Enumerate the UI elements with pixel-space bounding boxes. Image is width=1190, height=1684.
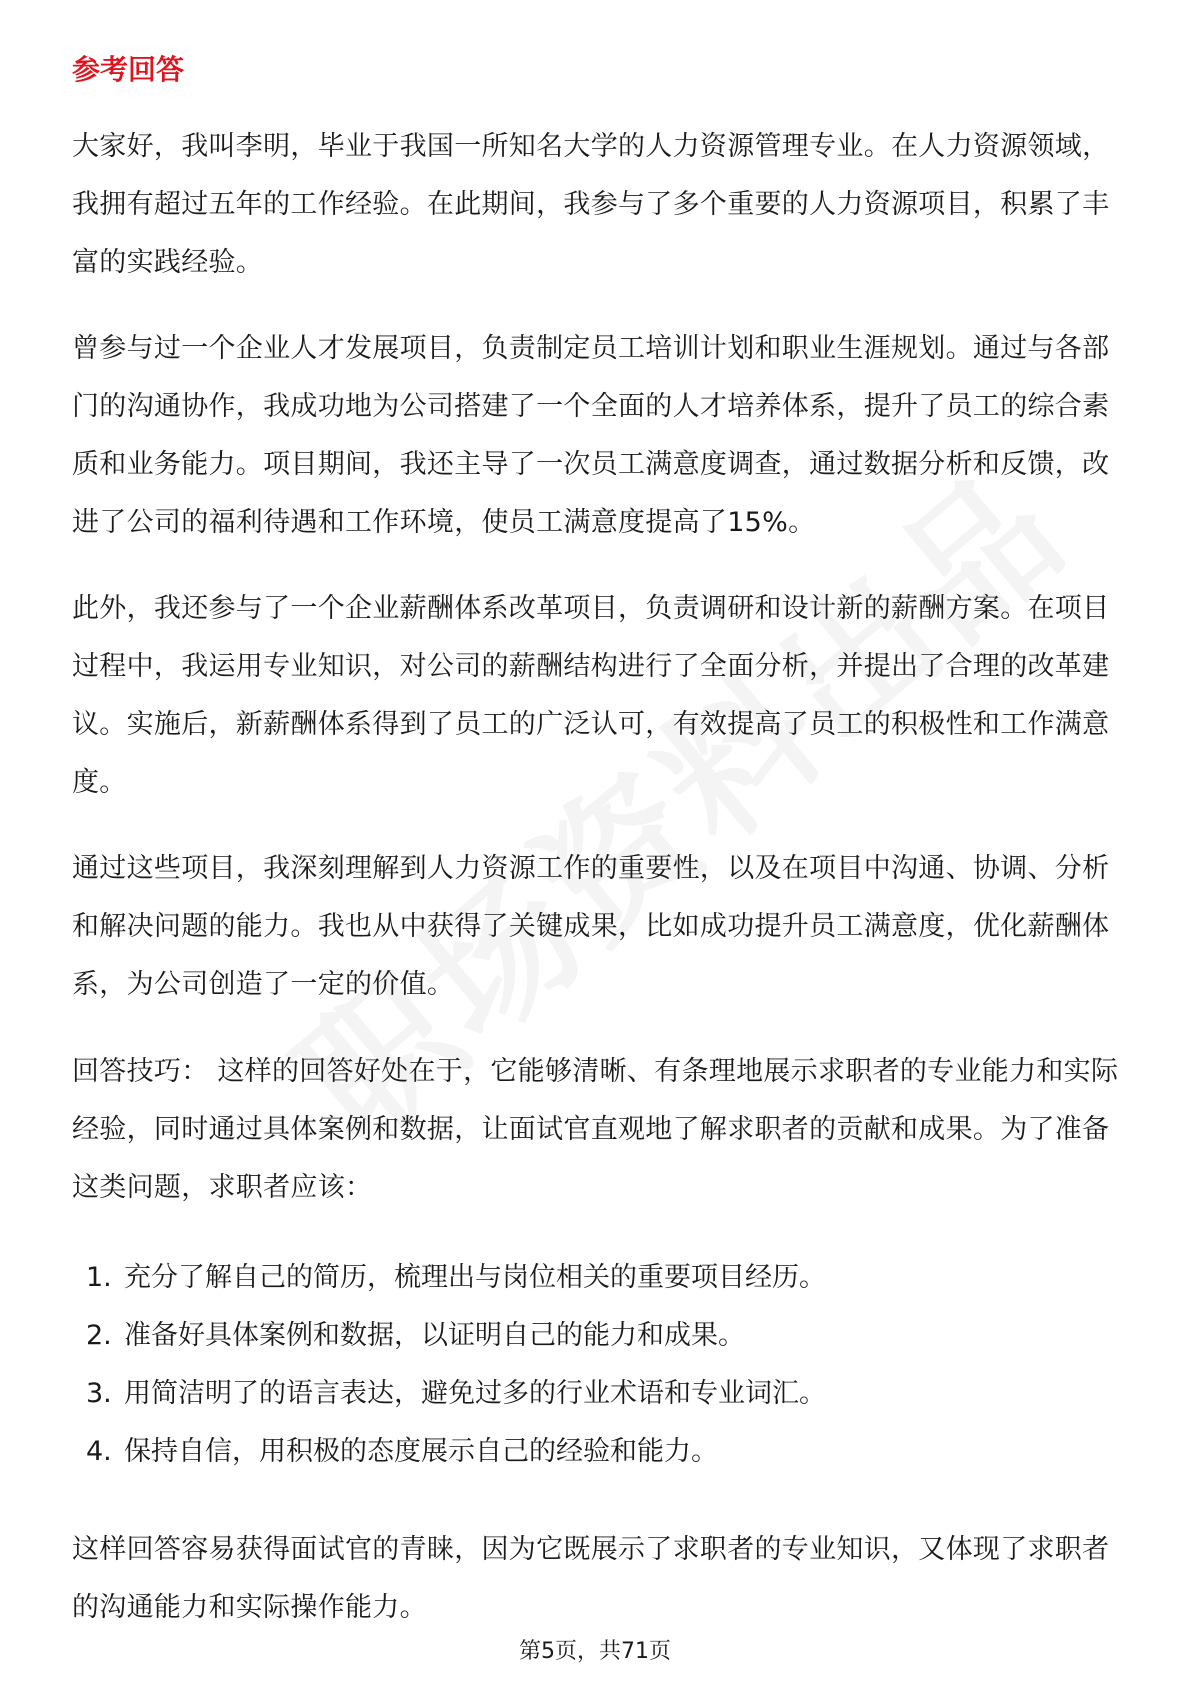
list-item-number: 3. <box>86 1378 112 1409</box>
list-item-text: 充分了解自己的简历，梳理出与岗位相关的重要项目经历。 <box>124 1262 826 1293</box>
paragraph-summary: 通过这些项目，我深刻理解到人力资源工作的重要性，以及在项目中沟通、协调、分析和解决问题的能力。我也从中获得了关键成果，比如成功提升员工满意度，优化薪酬体系，为公司创造了一定的价值。 <box>72 853 1110 1000</box>
paragraph-intro: 大家好，我叫李明，毕业于我国一所知名大学的人力资源管理专业。在人力资源领域，我拥有超过五年的工作经验。在此期间，我参与了多个重要的人力资源项目，积累了丰富的实践经验。 <box>72 131 1110 278</box>
list-item-number: 1. <box>86 1262 112 1293</box>
list-item <box>86 1423 826 1481</box>
list-item-number: 2. <box>86 1320 112 1351</box>
list-item <box>86 1249 826 1307</box>
list-item <box>86 1365 826 1423</box>
page-number-footer: 第5页，共71页 <box>519 1639 671 1664</box>
list-item-text: 准备好具体案例和数据，以证明自己的能力和成果。 <box>124 1320 745 1351</box>
list-item-number: 4. <box>86 1436 112 1467</box>
section-title: 参考回答 <box>72 53 185 86</box>
paragraph-talent-project: 曾参与过一个企业人才发展项目，负责制定员工培训计划和职业生涯规划。通过与各部门的沟通协作，我成功地为公司搭建了一个全面的人才培养体系，提升了员工的综合素质和业务能力。项目期间，我还主导了一次员工满意度调查，通过数据分析和反馈，改进了公司的福利待遇和工作环境，使员工满意度提高了15%。 <box>72 333 1110 538</box>
list-item <box>86 1307 826 1365</box>
paragraph-answer-tips: 回答技巧： 这样的回答好处在于，它能够清晰、有条理地展示求职者的专业能力和实际经验，同时通过具体案例和数据，让面试官直观地了解求职者的贡献和成果。为了准备这类问题，求职者应该： <box>72 1056 1119 1203</box>
list-item-text: 保持自信，用积极的态度展示自己的经验和能力。 <box>124 1436 718 1467</box>
paragraph-salary-project: 此外，我还参与了一个企业薪酬体系改革项目，负责调研和设计新的薪酬方案。在项目过程中，我运用专业知识，对公司的薪酬结构进行了全面分析，并提出了合理的改革建议。实施后，新薪酬体系得到了员工的广泛认可，有效提高了员工的积极性和工作满意度。 <box>72 593 1110 798</box>
tips-list <box>86 1249 826 1481</box>
list-item-text: 用简洁明了的语言表达，避免过多的行业术语和专业词汇。 <box>124 1378 826 1409</box>
paragraph-closing: 这样回答容易获得面试官的青睐，因为它既展示了求职者的专业知识，又体现了求职者的沟通能力和实际操作能力。 <box>72 1534 1110 1623</box>
